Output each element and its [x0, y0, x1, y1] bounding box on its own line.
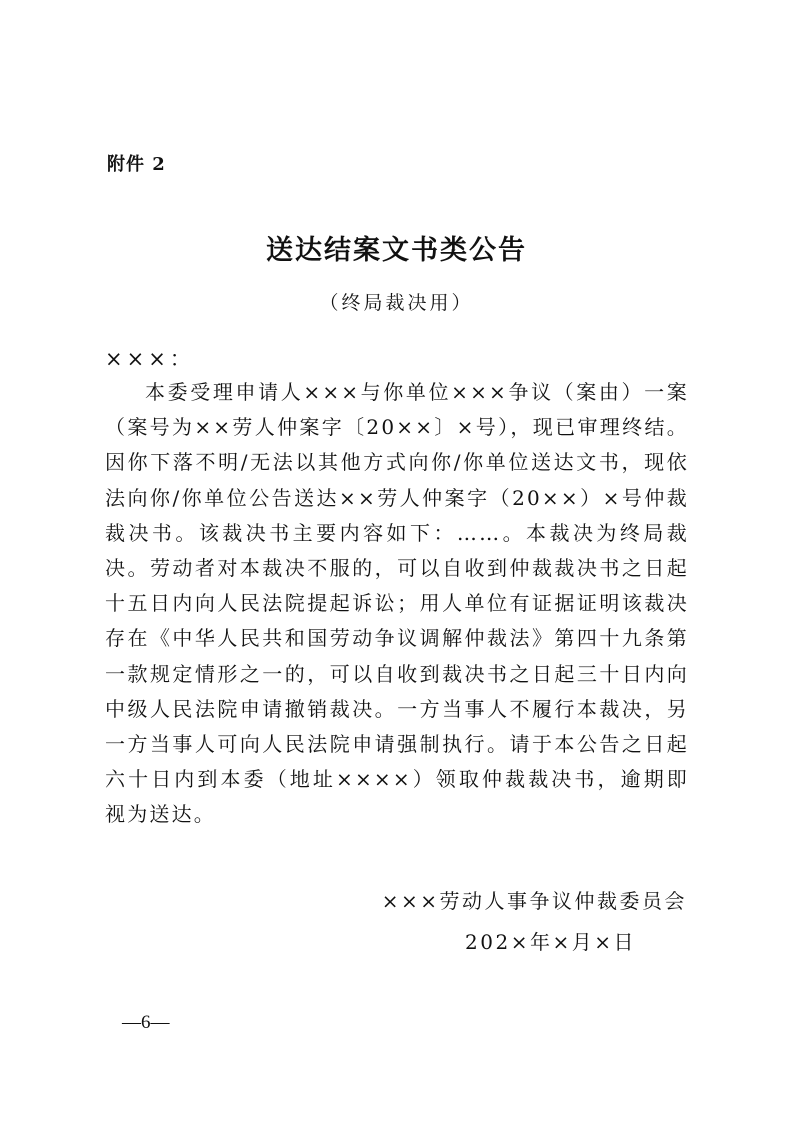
- document-title: 送达结案文书类公告: [266, 235, 527, 266]
- attachment-label: 附件 2: [107, 154, 166, 175]
- salutation: ×××：: [105, 347, 195, 371]
- body-paragraph: 本委受理申请人×××与你单位×××争议（案由）一案（案号为××劳人仲案字〔20××〕×号），现已审理终结。因你下落不明/无法以其他方式向你/你单位送达文书，现依法向你/你单位公告送达××劳人仲案字（20××）×号仲裁裁决书。该裁决书主要内容如下：……。本裁决为终局裁决。劳动者对本裁决不服的，可以自收到仲裁裁决书之日起十五日内向人民法院提起诉讼；用人单位有证据证明该裁决存在《中华人民共和国劳动争议调解仲裁法》第四十九条第一款规定情形之一的，可以自收到裁决书之日起三十日内向中级人民法院申请撤销裁决。一方当事人不履行本裁决，另一方当事人可向人民法院申请强制执行。请于本公告之日起六十日内到本委（地址××××）领取仲裁裁决书，逾期即视为送达。: [105, 380, 689, 827]
- issue-date: 202×年×月×日: [465, 930, 636, 954]
- issuer-signature: ×××劳动人事争议仲裁委员会: [381, 889, 687, 913]
- document-subtitle: （终局裁决用）: [319, 292, 474, 314]
- page-number: —6—: [122, 1012, 170, 1033]
